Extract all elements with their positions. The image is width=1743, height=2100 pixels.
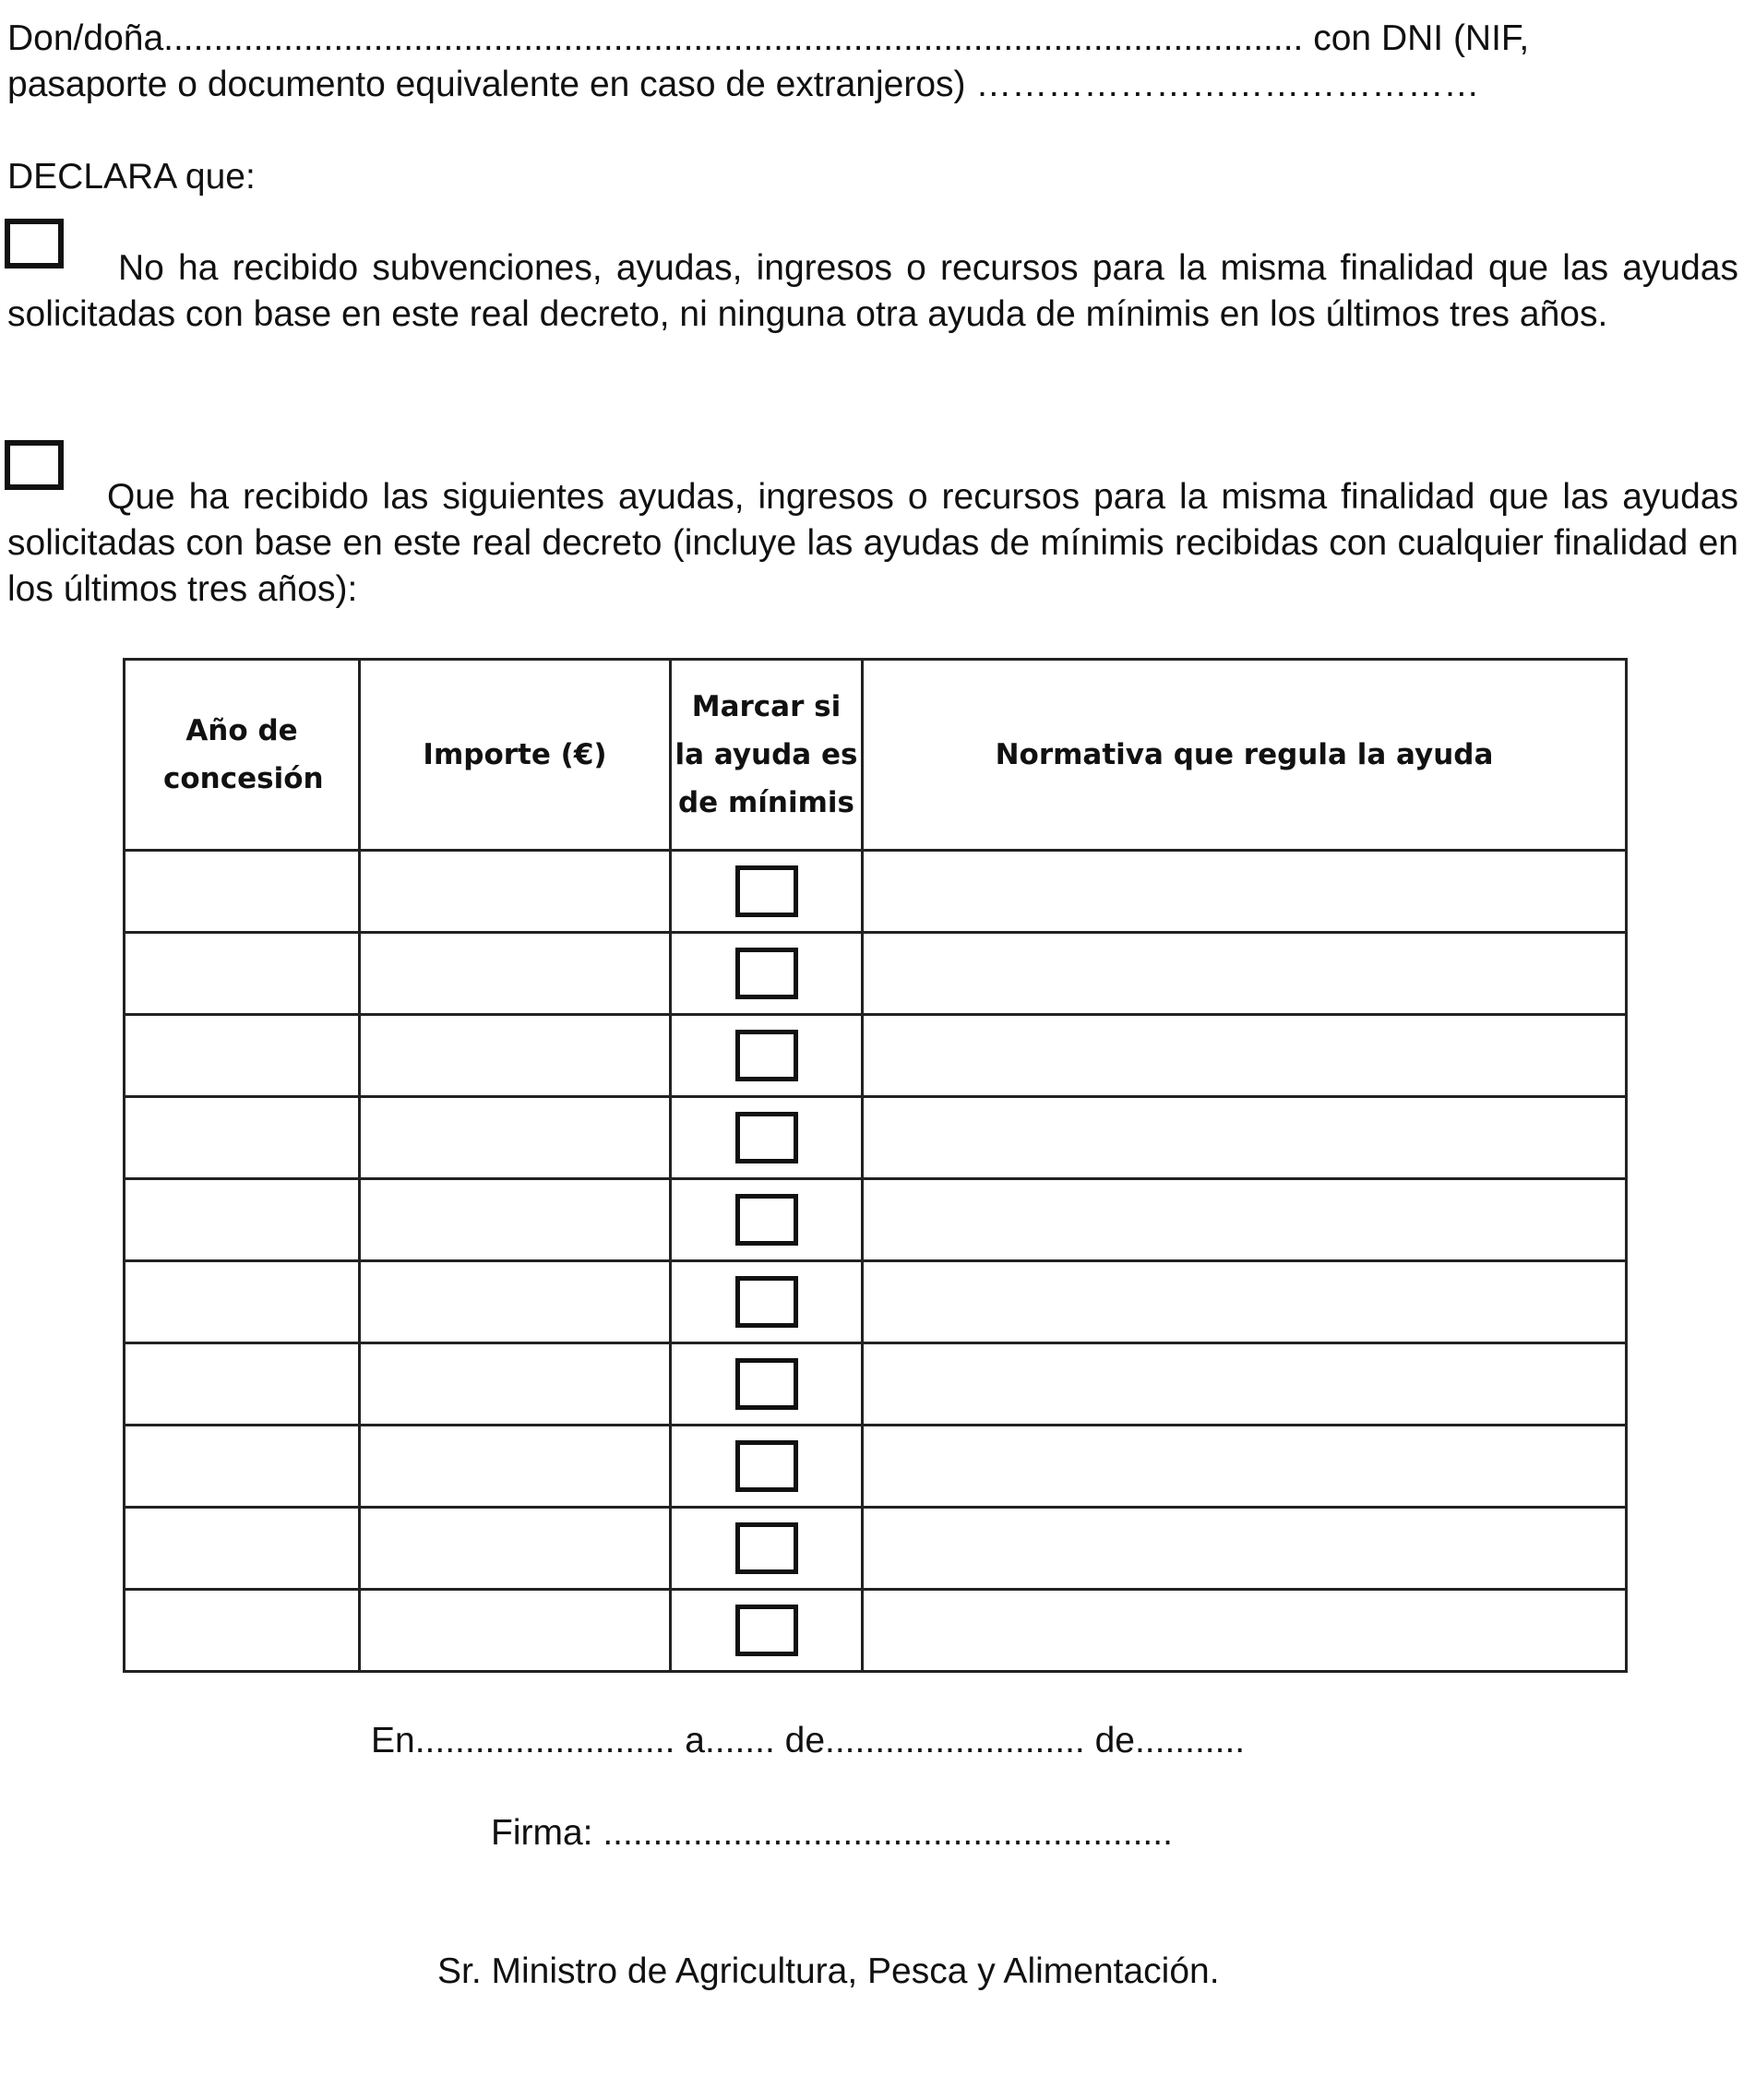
minimis-cell[interactable] <box>671 1015 863 1097</box>
amount-cell[interactable] <box>360 1261 671 1343</box>
addressee: Sr. Ministro de Agricultura, Pesca y Alimentación. <box>437 1951 1220 1991</box>
document-label: pasaporte o documento equivalente en caso de extranjeros) <box>7 65 966 104</box>
minimis-cell[interactable] <box>671 851 863 933</box>
header-line-1 <box>7 16 1529 62</box>
minimis-checkbox[interactable] <box>735 1276 798 1328</box>
dni-label: con DNI (NIF, <box>1303 18 1530 58</box>
table-row <box>125 1261 1627 1343</box>
header-regulation: Normativa que regula la ayuda <box>863 660 1627 851</box>
minimis-cell[interactable] <box>671 1508 863 1590</box>
minimis-checkbox[interactable] <box>735 1030 798 1081</box>
aid-table <box>123 658 1628 1673</box>
table-header-row <box>125 660 1627 851</box>
table-row <box>125 851 1627 933</box>
minimis-checkbox[interactable] <box>735 1194 798 1246</box>
amount-cell[interactable] <box>360 1508 671 1590</box>
amount-cell[interactable] <box>360 1015 671 1097</box>
amount-cell[interactable] <box>360 933 671 1015</box>
table-row <box>125 933 1627 1015</box>
regulation-cell[interactable] <box>863 1261 1627 1343</box>
table-row <box>125 1426 1627 1508</box>
minimis-cell[interactable] <box>671 1426 863 1508</box>
header-amount: Importe (€) <box>360 660 671 851</box>
regulation-cell[interactable] <box>863 1343 1627 1426</box>
regulation-cell[interactable] <box>863 1508 1627 1590</box>
amount-cell[interactable] <box>360 1097 671 1179</box>
regulation-cell[interactable] <box>863 1179 1627 1261</box>
option-1-text: No ha recibido subvenciones, ayudas, ingresos o recursos para la misma finalidad que las ayudas solicitadas con base en este real decreto, ni ninguna otra ayuda de mínimis en los últimos tres años. <box>7 248 1738 334</box>
minimis-checkbox[interactable] <box>735 1440 798 1492</box>
minimis-checkbox[interactable] <box>735 1112 798 1163</box>
year-cell[interactable] <box>125 1097 360 1179</box>
declara-heading: DECLARA que: <box>7 157 256 197</box>
table-row <box>125 1179 1627 1261</box>
option-2-text: Que ha recibido las siguientes ayudas, ingresos o recursos para la misma finalidad que las ayudas solicitadas con base en este real decreto (incluye las ayudas de mínimis recibidas con cualquier finalidad en los últimos tres años): <box>7 477 1738 609</box>
minimis-checkbox[interactable] <box>735 948 798 999</box>
table-row <box>125 1015 1627 1097</box>
place-date-line[interactable]: En.......................... a....... de.......................... de........... <box>371 1721 1246 1760</box>
year-cell[interactable] <box>125 1426 360 1508</box>
regulation-cell[interactable] <box>863 1097 1627 1179</box>
minimis-cell[interactable] <box>671 1343 863 1426</box>
regulation-cell[interactable] <box>863 851 1627 933</box>
name-field-dots[interactable]: .................................................................................................................. <box>163 18 1304 58</box>
minimis-cell[interactable] <box>671 1179 863 1261</box>
header-line-2 <box>7 62 1479 108</box>
minimis-checkbox[interactable] <box>735 1522 798 1574</box>
year-cell[interactable] <box>125 1508 360 1590</box>
table-row <box>125 1508 1627 1590</box>
table-row <box>125 1343 1627 1426</box>
minimis-checkbox[interactable] <box>735 1605 798 1656</box>
regulation-cell[interactable] <box>863 1015 1627 1097</box>
minimis-checkbox[interactable] <box>735 865 798 917</box>
document-field-dots[interactable]: …………………………………… <box>965 65 1480 104</box>
year-cell[interactable] <box>125 1179 360 1261</box>
minimis-cell[interactable] <box>671 933 863 1015</box>
minimis-checkbox[interactable] <box>735 1358 798 1410</box>
regulation-cell[interactable] <box>863 1426 1627 1508</box>
amount-cell[interactable] <box>360 851 671 933</box>
name-label: Don/doña <box>7 18 164 58</box>
amount-cell[interactable] <box>360 1343 671 1426</box>
year-cell[interactable] <box>125 933 360 1015</box>
table-row <box>125 1097 1627 1179</box>
year-cell[interactable] <box>125 851 360 933</box>
signature-line[interactable]: Firma: ......................................................... <box>491 1813 1173 1853</box>
year-cell[interactable] <box>125 1590 360 1672</box>
regulation-cell[interactable] <box>863 1590 1627 1672</box>
regulation-cell[interactable] <box>863 933 1627 1015</box>
amount-cell[interactable] <box>360 1179 671 1261</box>
year-cell[interactable] <box>125 1015 360 1097</box>
minimis-cell[interactable] <box>671 1590 863 1672</box>
minimis-cell[interactable] <box>671 1261 863 1343</box>
year-cell[interactable] <box>125 1261 360 1343</box>
amount-cell[interactable] <box>360 1590 671 1672</box>
header-year: Año de concesión <box>125 660 360 851</box>
amount-cell[interactable] <box>360 1426 671 1508</box>
table-row <box>125 1590 1627 1672</box>
minimis-cell[interactable] <box>671 1097 863 1179</box>
year-cell[interactable] <box>125 1343 360 1426</box>
header-minimis: Marcar si la ayuda es de mínimis <box>671 660 863 851</box>
